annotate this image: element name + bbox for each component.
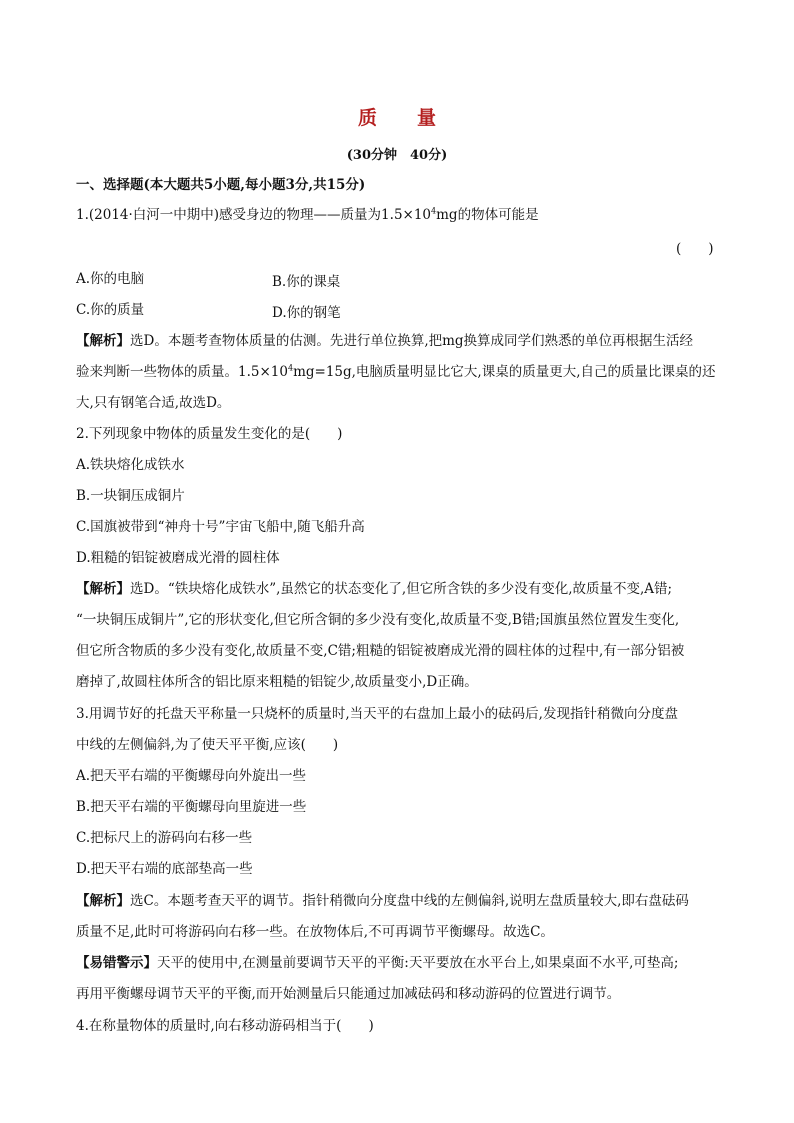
q2-analysis-line-2: “一块铜压成铜片”,它的形状变化,但它所含铜的多少没有变化,故质量不变,B错;国旗虽然位置发生变化,: [76, 612, 680, 628]
q3-analysis-line-2: 质量不足,此时可将游码向右移一些。在放物体后,不可再调节平衡螺母。故选C。: [76, 924, 554, 940]
q2-option-d: D.粗糙的铝锭被磨成光滑的圆柱体: [76, 550, 280, 566]
q1-answer-blank: ( ): [676, 241, 714, 257]
page-title: [0, 103, 794, 130]
q2-analysis-label: 【解析】: [76, 581, 130, 597]
q4-stem: 4.在称量物体的质量时,向右移动游码相当于( ): [76, 1018, 374, 1034]
section-heading: 一、选择题(本大题共5小题,每小题3分,共15分): [76, 177, 366, 193]
q3-option-a: A.把天平右端的平衡螺母向外旋出一些: [76, 768, 307, 784]
q1-analysis-text-2a: 验来判断一些物体的质量。1.5×10: [76, 364, 288, 380]
page-subtitle: (30分钟 40分): [346, 148, 448, 163]
title-char-2: 量: [417, 107, 437, 129]
q1-analysis-exponent: 4: [287, 363, 294, 373]
q3-option-b: B.把天平右端的平衡螺母向里旋进一些: [76, 799, 307, 815]
q1-analysis-text-1: 选D。本题考查物体质量的估测。先进行单位换算,把mg换算成同学们熟悉的单位再根据生活经: [130, 333, 694, 349]
q2-analysis-text-1: 选D。“铁块熔化成铁水”,虽然它的状态变化了,但它所含铁的多少没有变化,故质量不变,A错;: [130, 581, 673, 597]
q1-analysis-line-2: [76, 363, 716, 381]
q1-stem-text-b: mg的物体可能是: [436, 207, 539, 223]
q2-analysis-line-3: 但它所含物质的多少没有变化,故质量不变,C错;粗糙的铝锭被磨成光滑的圆柱体的过程中,有一部分铝被: [76, 643, 685, 659]
q1-stem: [76, 206, 539, 224]
q3-analysis-line-1: [76, 892, 689, 910]
q2-option-c: C.国旗被带到“神舟十号”宇宙飞船中,随飞船升高: [76, 519, 365, 535]
q1-analysis-label: 【解析】: [76, 333, 130, 349]
title-char-1: 质: [357, 107, 377, 129]
q3-warning-label: 【易错警示】: [76, 955, 157, 971]
q1-analysis-line-3: 大,只有钢笔合适,故选D。: [76, 395, 231, 411]
q2-stem: 2.下列现象中物体的质量发生变化的是( ): [76, 426, 343, 442]
q2-analysis-line-4: 磨掉了,故圆柱体所含的铝比原来粗糙的铝锭少,故质量变小,D正确。: [76, 674, 478, 690]
q1-option-a: A.你的电脑: [76, 271, 145, 287]
q3-warning-text-1: 天平的使用中,在测量前要调节天平的平衡:天平要放在水平台上,如果桌面不水平,可垫高;: [157, 955, 679, 971]
q3-analysis-label: 【解析】: [76, 893, 130, 909]
q3-stem-line-2: 中线的左侧偏斜,为了使天平平衡,应该( ): [76, 737, 339, 753]
q1-analysis-line-1: [76, 332, 693, 350]
q3-option-c: C.把标尺上的游码向右移一些: [76, 830, 253, 846]
q2-option-b: B.一块铜压成铜片: [76, 488, 185, 504]
q1-option-b: B.你的课桌: [272, 274, 341, 290]
q3-analysis-text-1: 选C。本题考查天平的调节。指针稍微向分度盘中线的左侧偏斜,说明左盘质量较大,即右盘砝码: [130, 893, 689, 909]
q1-stem-text-a: 1.(2014·白河一中期中)感受身边的物理——质量为1.5×10: [76, 207, 432, 223]
q3-option-d: D.把天平右端的底部垫高一些: [76, 861, 253, 877]
q1-option-d: D.你的钢笔: [272, 305, 341, 321]
q1-stem-exponent: 4: [431, 206, 437, 216]
q2-analysis-line-1: [76, 580, 672, 598]
q1-analysis-text-2b: mg=15g,电脑质量明显比它大,课桌的质量更大,自己的质量比课桌的还: [293, 364, 716, 380]
q2-option-a: A.铁块熔化成铁水: [76, 457, 185, 473]
q3-warning-line-2: 再用平衡螺母调节天平的平衡,而开始测量后只能通过加减砝码和移动游码的位置进行调节。: [76, 986, 621, 1002]
q1-option-c: C.你的质量: [76, 302, 145, 318]
q3-stem-line-1: 3.用调节好的托盘天平称量一只烧杯的质量时,当天平的右盘加上最小的砝码后,发现指针稍微向分度盘: [76, 706, 678, 722]
q3-warning-line-1: [76, 954, 678, 972]
